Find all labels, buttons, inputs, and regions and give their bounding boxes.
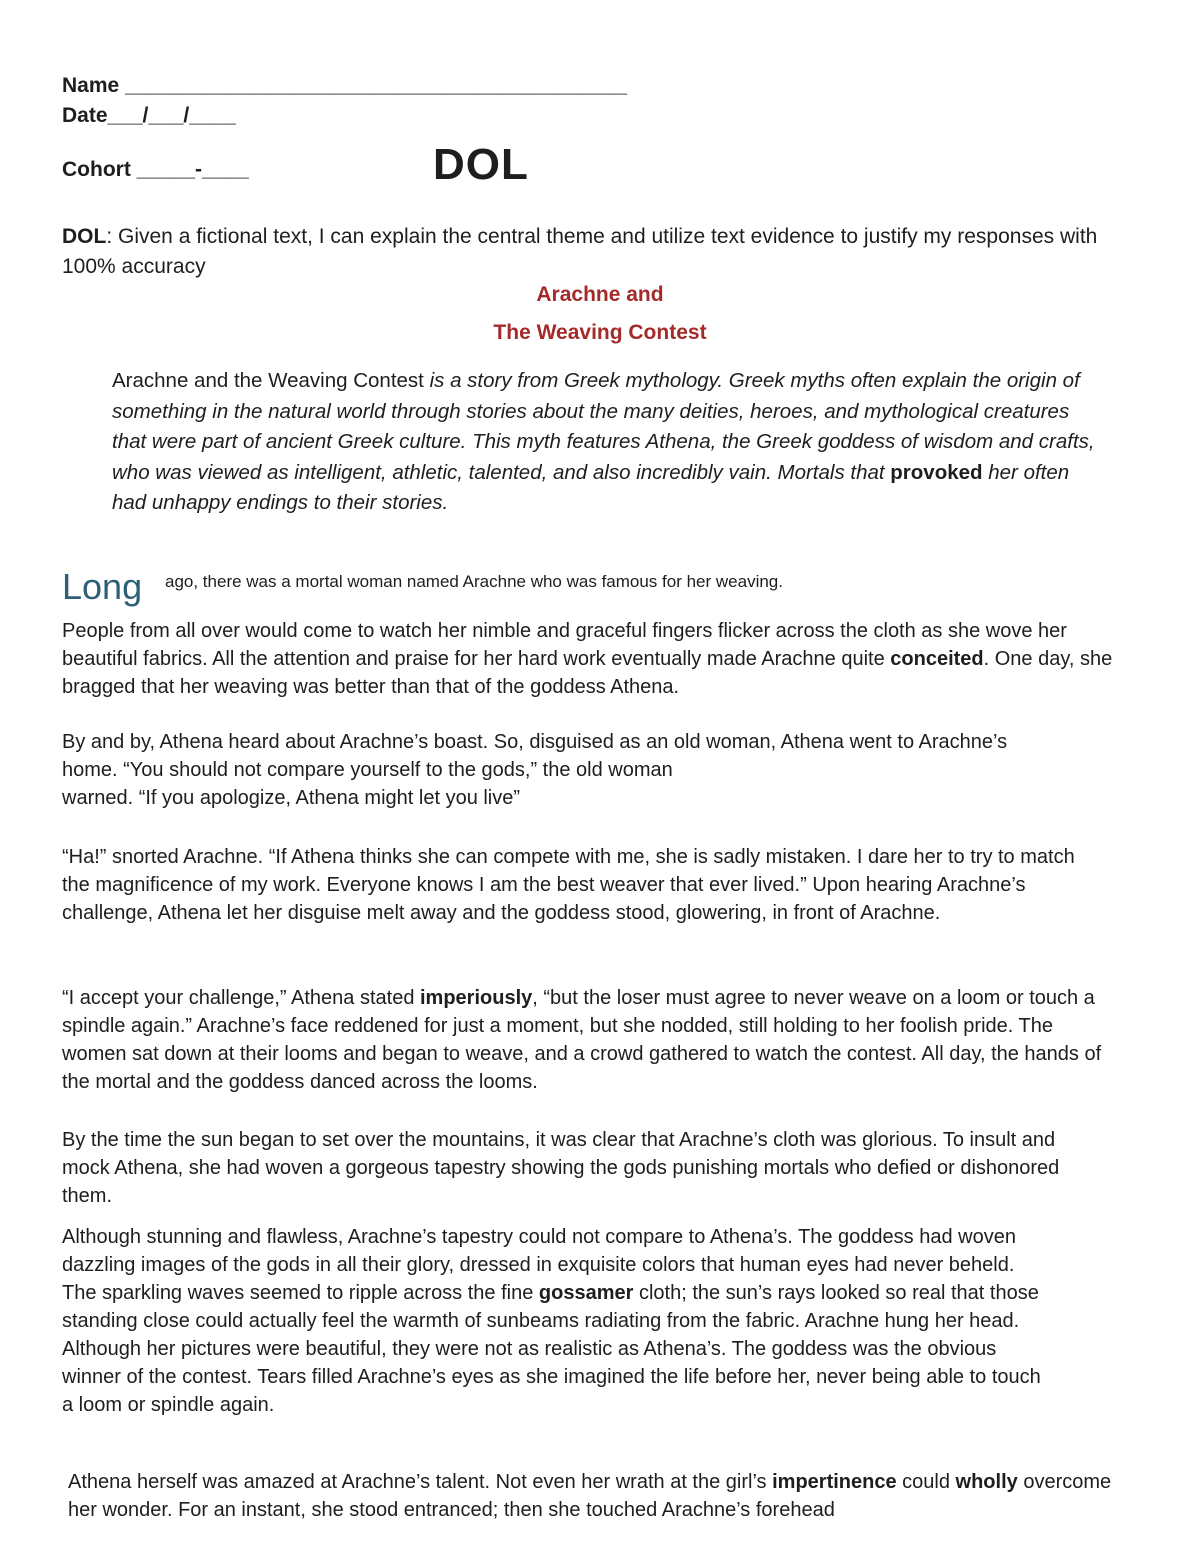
story-paragraph-5: By the time the sun began to set over the mountains, it was clear that Arachne’s cloth was glorious. To insult and mock Athena, she had woven a gorgeous tapestry showing the gods punishing mortals who defied or dishonored them. bbox=[62, 1129, 1060, 1207]
objective-label: DOL bbox=[62, 225, 107, 248]
vocab-imperiously: imperiously bbox=[420, 987, 533, 1009]
intro-paragraph: Arachne and the Weaving Contest is a story from Greek mythology. Greek myths often explain the origin of something in the natural world through stories about the many deities, heroes, and mythological creatures that were part of ancient Greek culture. This myth features Athena, the Greek goddess of wisdom and crafts, who was viewed as intelligent, athletic, talented, and also incredibly vain. Mortals that provoked her often had unhappy endings to their stories. bbox=[112, 369, 1095, 514]
story-paragraph-1: People from all over would come to watch her nimble and graceful fingers flicker across the cloth as she wove her beautiful fabrics. All the attention and praise for her hard work eventually made Arachne quite conceited. One day, she bragged that her weaving was better than that of the goddess Athena. bbox=[62, 620, 1113, 698]
intro-story-title: Arachne and the Weaving Contest bbox=[112, 369, 424, 392]
vocab-wholly: wholly bbox=[955, 1471, 1018, 1493]
story-paragraph-3: “Ha!” snorted Arachne. “If Athena thinks she can compete with me, she is sadly mistaken. I dare her to try to match the magnificence of my work. Everyone knows I am the best weaver that ever lived.” Upon hearing Arachne’s challenge, Athena let her disguise melt away and the goddess stood, glowering, in front of Arachne. bbox=[62, 846, 1075, 924]
story-title-line-1: Arachne and bbox=[536, 283, 664, 306]
story-first-line: ago, there was a mortal woman named Arachne who was famous for her weaving. bbox=[165, 572, 783, 591]
cohort-field-label: Cohort _____-____ bbox=[62, 158, 249, 181]
vocab-gossamer: gossamer bbox=[538, 1282, 634, 1304]
name-field-label: Name ___________________________________________ bbox=[62, 74, 628, 97]
story-paragraph-4: “I accept your challenge,” Athena stated imperiously, “but the loser must agree to never weave on a loom or touch a spindle again.” Arachne’s face reddened for just a moment, but she nodded, still holding to her foolish pride. The women sat down at their looms and began to weave, and a crowd gathered to watch the contest. All day, the hands of the mortal and the goddess danced across the looms. bbox=[62, 987, 1102, 1093]
date-field-label: Date___/___/____ bbox=[62, 104, 236, 127]
story-paragraph-2: By and by, Athena heard about Arachne’s boast. So, disguised as an old woman, Athena went to Arachne’s home. “You should not compare yourself to the gods,” the old woman warned. “If you apologize, Athena might let you live” bbox=[62, 731, 1008, 809]
dol-objective bbox=[62, 222, 1122, 282]
vocab-conceited: conceited bbox=[890, 648, 984, 670]
drop-cap-word: Long bbox=[62, 566, 143, 607]
vocab-impertinence: impertinence bbox=[772, 1471, 897, 1493]
story-paragraph-6: Although stunning and flawless, Arachne’s tapestry could not compare to Athena’s. The goddess had woven dazzling images of the gods in all their glory, dressed in exquisite colors that human eyes had never beheld. The sparkling waves seemed to ripple across the fine gossamer cloth; the sun’s rays looked so real that those standing close could actually feel the warmth of sunbeams radiating from the fabric. Arachne hung her head. Although her pictures were beautiful, they were not as realistic as Athena’s. The goddess was the obvious winner of the contest. Tears filled Arachne’s eyes as she imagined the life before her, never being able to touch a loom or spindle again. bbox=[62, 1226, 1041, 1416]
story-paragraph-7: Athena herself was amazed at Arachne’s talent. Not even her wrath at the girl’s impertinence could wholly overcome her wonder. For an instant, she stood entranced; then she touched Arachne’s forehead bbox=[68, 1471, 1112, 1521]
vocab-provoked: provoked bbox=[890, 460, 983, 484]
objective-text: : Given a fictional text, I can explain the central theme and utilize text evidence to justify my responses with 100% accuracy bbox=[62, 225, 1098, 278]
dol-heading: DOL bbox=[433, 140, 529, 189]
story-title-line-2: The Weaving Contest bbox=[493, 321, 707, 344]
